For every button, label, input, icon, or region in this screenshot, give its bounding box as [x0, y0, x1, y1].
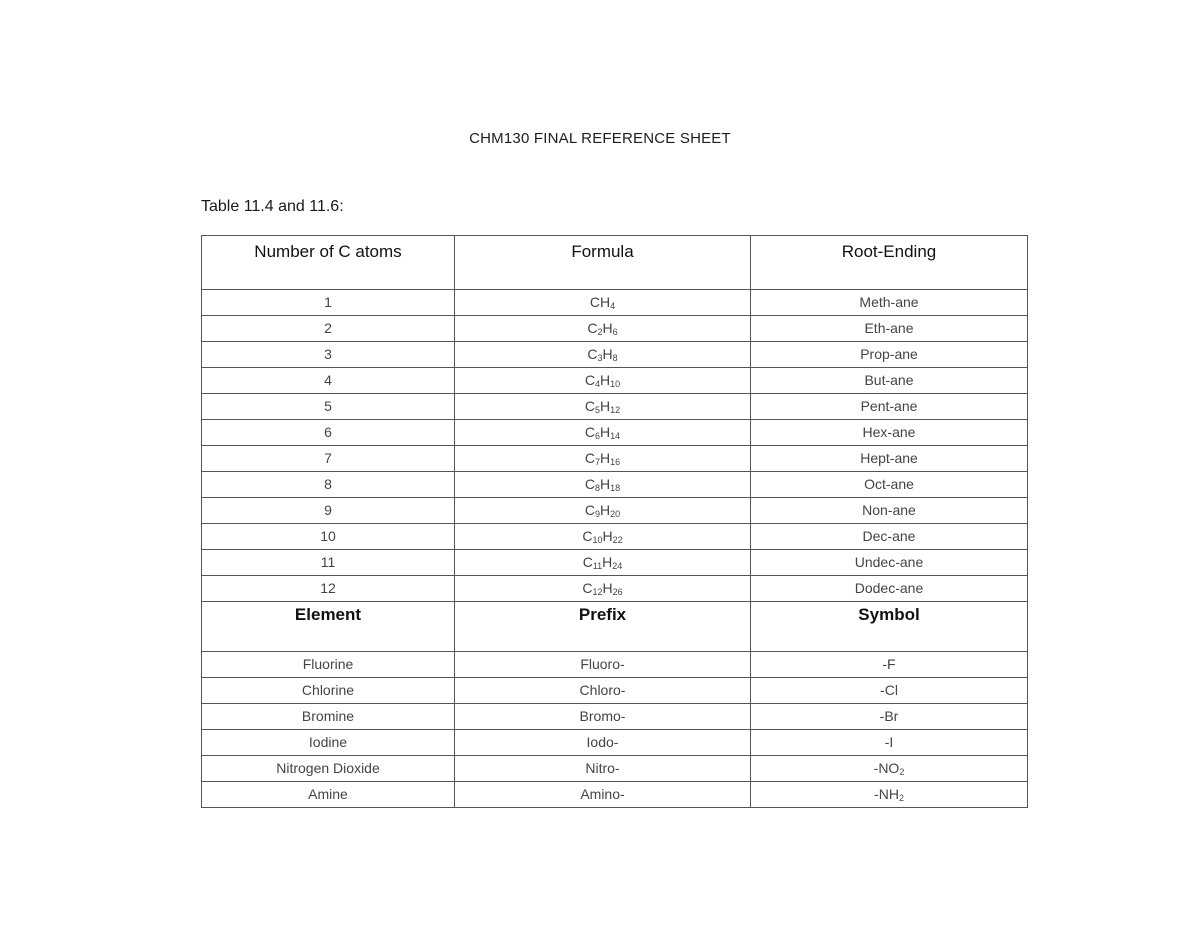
- table-row: [202, 730, 1028, 756]
- table-row: [202, 550, 1028, 576]
- prefix-cell: Bromo-: [455, 704, 751, 730]
- formula-cell: $C_3H_8$: [455, 342, 751, 368]
- table-row: [202, 472, 1028, 498]
- table-row: [202, 446, 1028, 472]
- element-cell: Fluorine: [202, 652, 455, 678]
- formula-cell: $C_{10}H_{22}$: [455, 524, 751, 550]
- formula-cell: $C_6H_{14}$: [455, 420, 751, 446]
- symbol-cell: -Br: [751, 704, 1028, 730]
- root-ending-cell: But-ane: [751, 368, 1028, 394]
- table-caption: Table 11.4 and 11.6:: [201, 198, 344, 215]
- table-row: [202, 368, 1028, 394]
- header-root-ending: Root-Ending: [751, 236, 1028, 290]
- root-ending-cell: Prop-ane: [751, 342, 1028, 368]
- formula-cell: $C_4H_{10}$: [455, 368, 751, 394]
- carbon-count-cell: 1: [202, 290, 455, 316]
- page-title: CHM130 FINAL REFERENCE SHEET: [469, 130, 731, 147]
- header-symbol: Symbol: [751, 602, 1028, 652]
- carbon-count-cell: 10: [202, 524, 455, 550]
- root-ending-cell: Meth-ane: [751, 290, 1028, 316]
- table-row: [202, 576, 1028, 602]
- prefix-cell: Amino-: [455, 782, 751, 808]
- prefix-cell: Chloro-: [455, 678, 751, 704]
- element-cell: Bromine: [202, 704, 455, 730]
- carbon-count-cell: 8: [202, 472, 455, 498]
- reference-table: [201, 235, 1028, 808]
- header-element: Element: [202, 602, 455, 652]
- table-row: [202, 678, 1028, 704]
- element-cell: Chlorine: [202, 678, 455, 704]
- symbol-cell: $-NO_2$: [751, 756, 1028, 782]
- element-cell: Amine: [202, 782, 455, 808]
- formula-cell: $C_8H_{18}$: [455, 472, 751, 498]
- symbol-cell: $-NH_2$: [751, 782, 1028, 808]
- table-row: [202, 316, 1028, 342]
- header-carbon-count: Number of C atoms: [202, 236, 455, 290]
- symbol-cell: -F: [751, 652, 1028, 678]
- table-row: [202, 290, 1028, 316]
- formula-cell: $C_5H_{12}$: [455, 394, 751, 420]
- carbon-count-cell: 9: [202, 498, 455, 524]
- root-ending-cell: Undec-ane: [751, 550, 1028, 576]
- root-ending-cell: Non-ane: [751, 498, 1028, 524]
- formula-cell: $C_9H_{20}$: [455, 498, 751, 524]
- symbol-cell: -I: [751, 730, 1028, 756]
- carbon-count-cell: 4: [202, 368, 455, 394]
- element-cell: Nitrogen Dioxide: [202, 756, 455, 782]
- prefix-cell: Nitro-: [455, 756, 751, 782]
- root-ending-cell: Hept-ane: [751, 446, 1028, 472]
- root-ending-cell: Eth-ane: [751, 316, 1028, 342]
- prefix-cell: Iodo-: [455, 730, 751, 756]
- alkane-header-row: [202, 236, 1028, 290]
- formula-cell: $C_7H_{16}$: [455, 446, 751, 472]
- table-row: [202, 782, 1028, 808]
- formula-cell: $C_{12}H_{26}$: [455, 576, 751, 602]
- element-cell: Iodine: [202, 730, 455, 756]
- carbon-count-cell: 12: [202, 576, 455, 602]
- table-row: [202, 394, 1028, 420]
- formula-cell: $C_{11}H_{24}$: [455, 550, 751, 576]
- carbon-count-cell: 6: [202, 420, 455, 446]
- carbon-count-cell: 3: [202, 342, 455, 368]
- table-row: [202, 756, 1028, 782]
- formula-cell: $C_2H_6$: [455, 316, 751, 342]
- table-row: [202, 652, 1028, 678]
- root-ending-cell: Dec-ane: [751, 524, 1028, 550]
- root-ending-cell: Hex-ane: [751, 420, 1028, 446]
- root-ending-cell: Pent-ane: [751, 394, 1028, 420]
- root-ending-cell: Dodec-ane: [751, 576, 1028, 602]
- carbon-count-cell: 11: [202, 550, 455, 576]
- header-prefix: Prefix: [455, 602, 751, 652]
- table-row: [202, 704, 1028, 730]
- formula-cell: $CH_4$: [455, 290, 751, 316]
- carbon-count-cell: 2: [202, 316, 455, 342]
- table-row: [202, 342, 1028, 368]
- prefix-cell: Fluoro-: [455, 652, 751, 678]
- root-ending-cell: Oct-ane: [751, 472, 1028, 498]
- carbon-count-cell: 7: [202, 446, 455, 472]
- carbon-count-cell: 5: [202, 394, 455, 420]
- substituent-header-row: [202, 602, 1028, 652]
- symbol-cell: -Cl: [751, 678, 1028, 704]
- table-row: [202, 524, 1028, 550]
- table-row: [202, 498, 1028, 524]
- table-row: [202, 420, 1028, 446]
- header-formula: Formula: [455, 236, 751, 290]
